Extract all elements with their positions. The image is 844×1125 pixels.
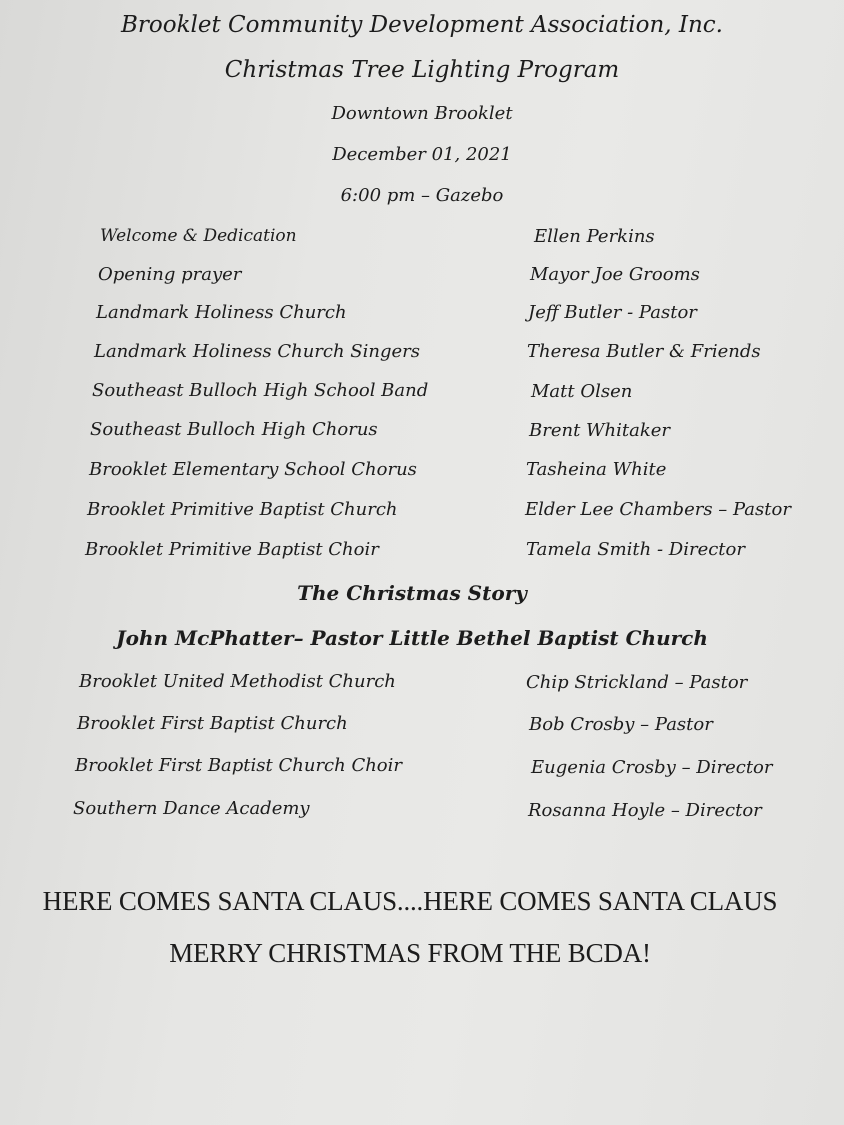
program-item: Southeast Bulloch High School Band	[92, 380, 429, 401]
program-item: Landmark Holiness Church	[96, 302, 347, 323]
program-item: Brooklet Primitive Baptist Choir	[85, 539, 379, 560]
program-item: Opening prayer	[98, 264, 242, 285]
program-person: Eugenia Crosby – Director	[531, 757, 773, 778]
program-person: Bob Crosby – Pastor	[529, 714, 713, 735]
program-person: Tasheina White	[526, 459, 667, 480]
organization-title: Brooklet Community Development Association, Inc.	[121, 12, 723, 38]
program-item: Brooklet Elementary School Chorus	[89, 459, 417, 480]
program-person: Theresa Butler & Friends	[527, 341, 761, 362]
program-item: Landmark Holiness Church Singers	[94, 341, 420, 362]
program-item: Southeast Bulloch High Chorus	[90, 419, 378, 440]
program-person: Mayor Joe Grooms	[530, 264, 700, 285]
event-location: Downtown Brooklet	[331, 103, 513, 124]
closing-line-santa: HERE COMES SANTA CLAUS....HERE COMES SANTA CLAUS	[42, 886, 778, 916]
program-item: Brooklet First Baptist Church	[77, 713, 348, 734]
program-person: Rosanna Hoyle – Director	[528, 800, 762, 821]
program-person: Tamela Smith - Director	[526, 539, 745, 560]
program-person: Chip Strickland – Pastor	[526, 672, 748, 693]
christmas-story-speaker: John McPhatter– Pastor Little Bethel Baptist Church	[116, 626, 708, 650]
program-title: Christmas Tree Lighting Program	[224, 57, 620, 83]
program-item: Brooklet United Methodist Church	[79, 671, 396, 692]
program-person: Ellen Perkins	[534, 226, 655, 247]
program-person: Matt Olsen	[531, 381, 633, 402]
program-item: Welcome & Dedication	[100, 226, 297, 246]
program-item: Southern Dance Academy	[73, 798, 310, 819]
program-item: Brooklet First Baptist Church Choir	[75, 755, 403, 776]
christmas-story-heading: The Christmas Story	[297, 581, 527, 605]
program-item: Brooklet Primitive Baptist Church	[87, 499, 398, 520]
event-date: December 01, 2021	[332, 144, 512, 165]
program-person: Brent Whitaker	[529, 420, 671, 441]
event-time-place: 6:00 pm – Gazebo	[340, 185, 504, 206]
closing-line-merry-christmas: MERRY CHRISTMAS FROM THE BCDA!	[169, 938, 651, 968]
program-person: Jeff Butler - Pastor	[528, 302, 697, 323]
program-person: Elder Lee Chambers – Pastor	[525, 499, 791, 520]
